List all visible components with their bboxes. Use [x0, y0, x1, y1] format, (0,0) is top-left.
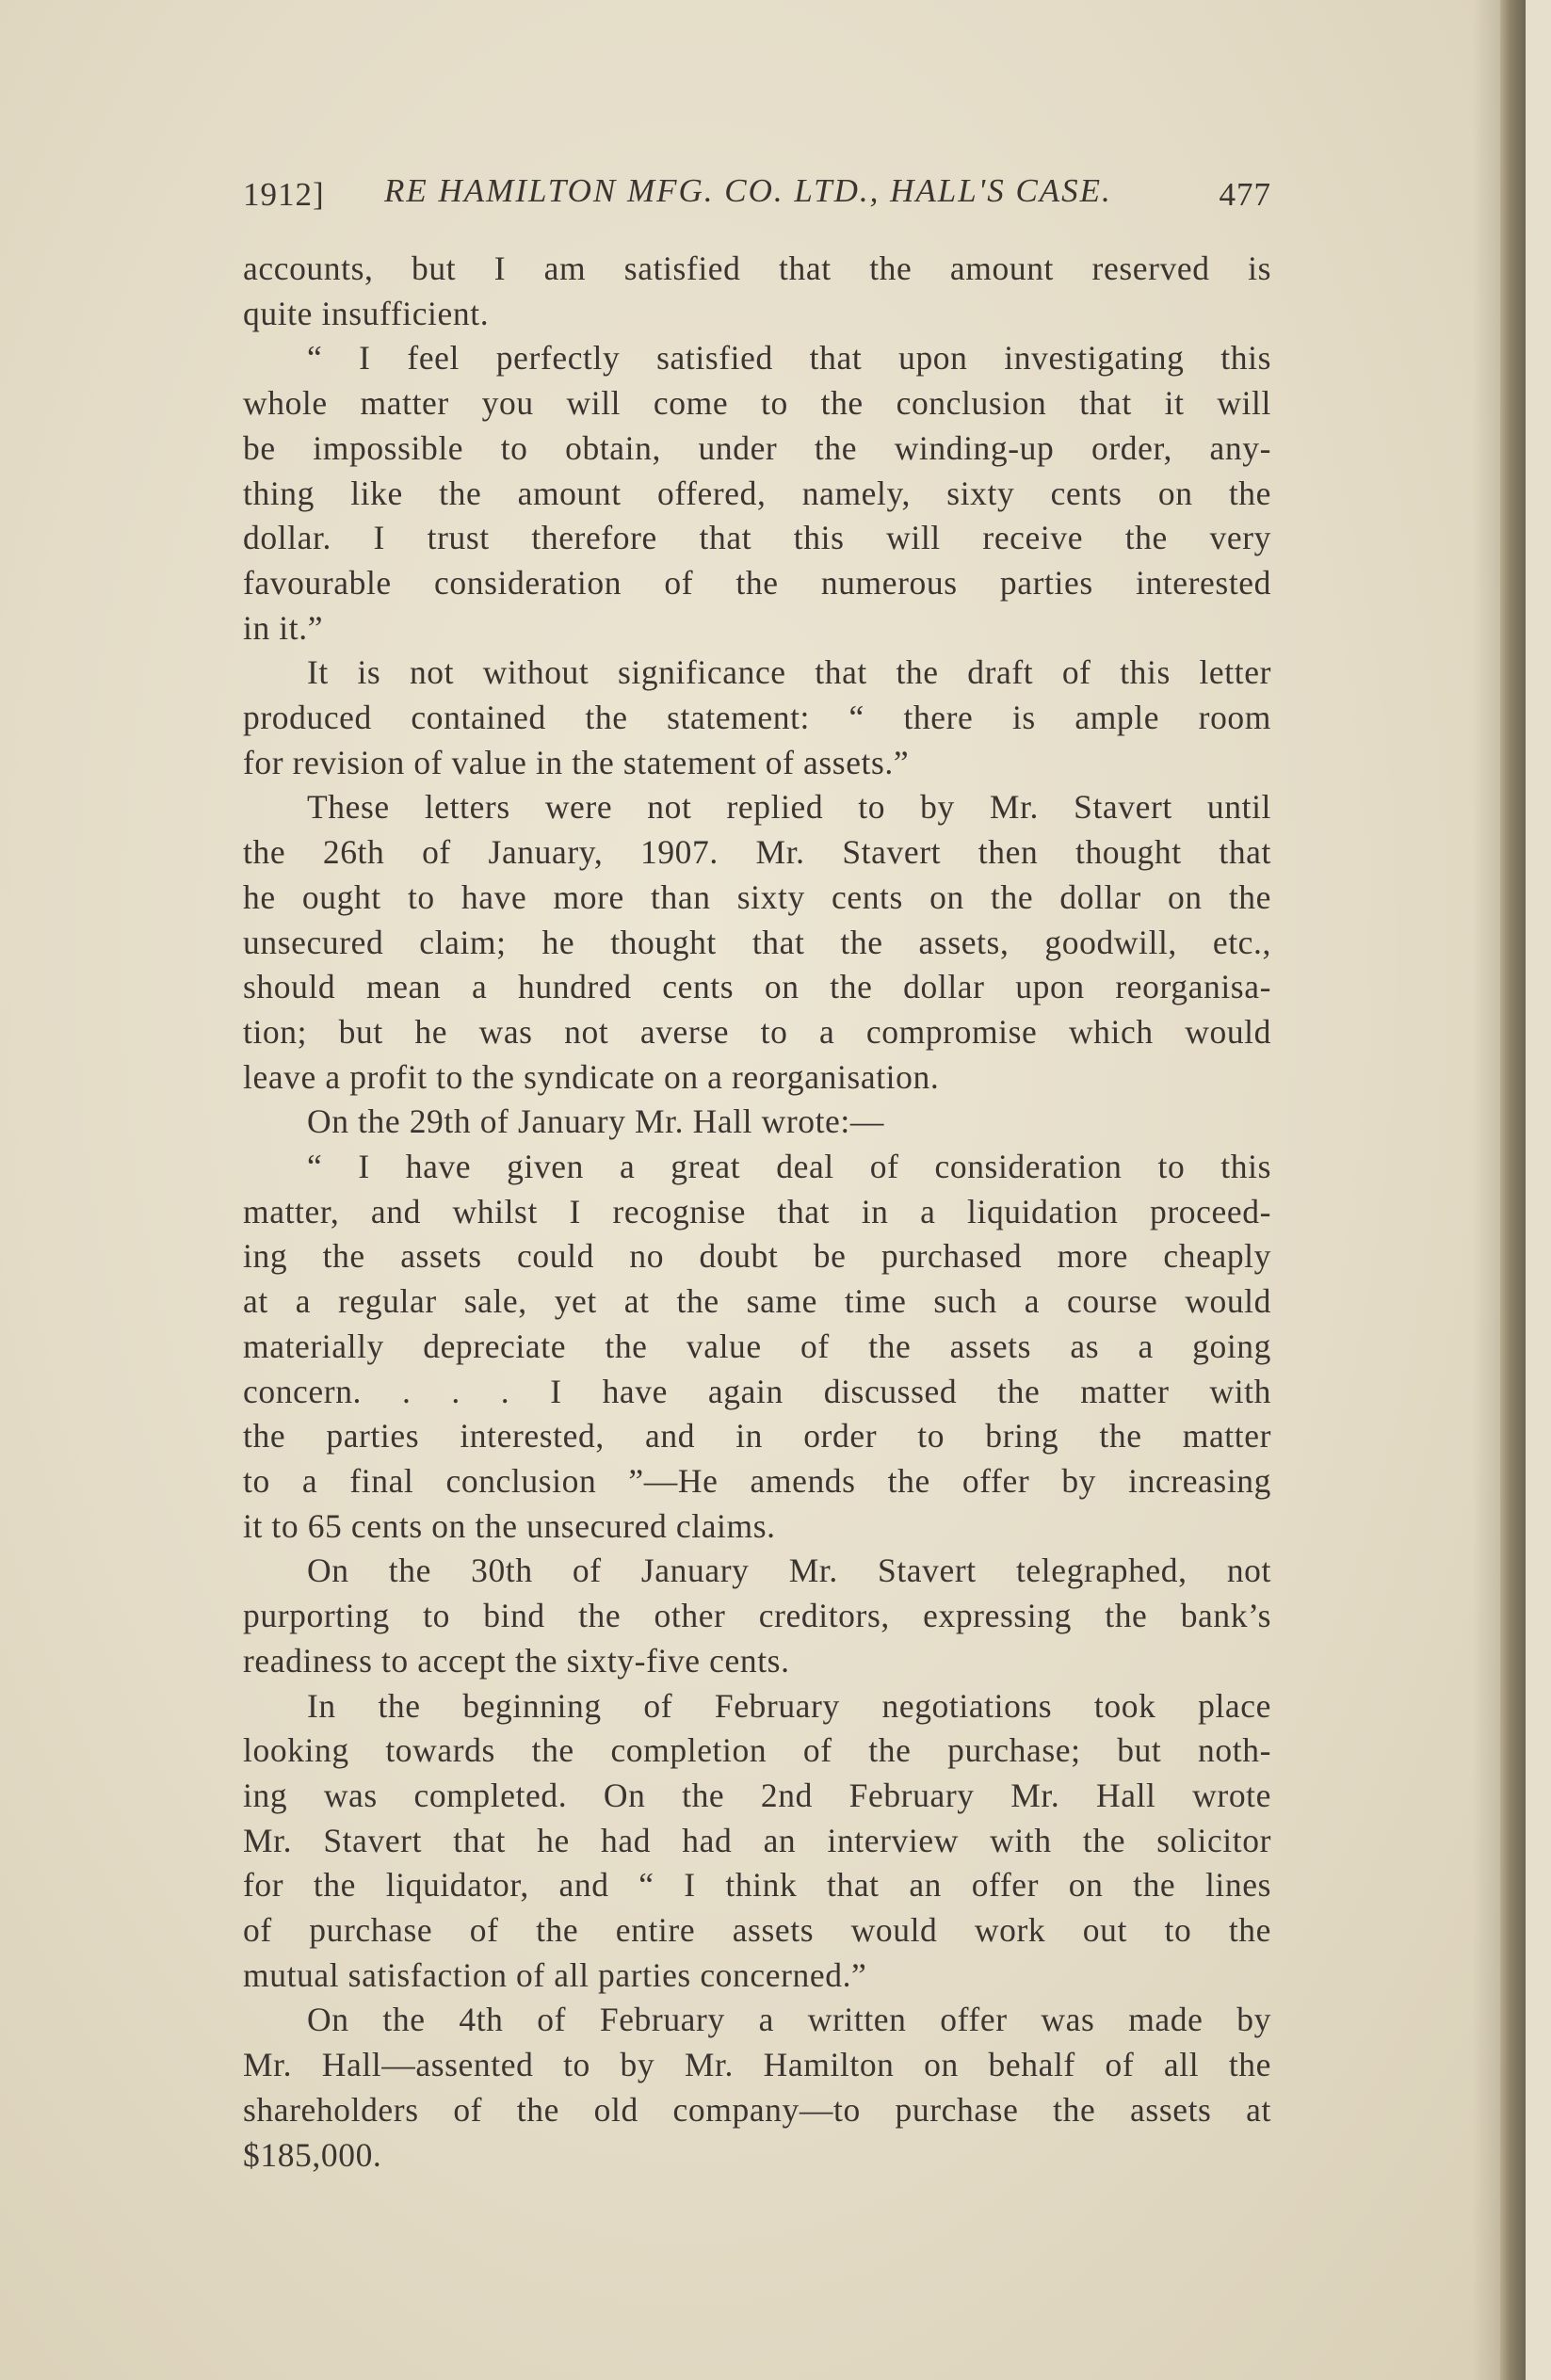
running-head-title: RE HAMILTON MFG. CO. LTD., HALL'S CASE.	[384, 172, 1112, 209]
text-line: $185,000.	[243, 2135, 382, 2174]
page-edge	[1500, 0, 1526, 2380]
text-line: accounts, but I am satisfied that the amount reserved is	[243, 249, 1271, 287]
text-line: looking towards the completion of the purchase; but noth-	[243, 1731, 1271, 1770]
paragraph	[243, 1549, 1271, 1683]
text-line: On the 29th of January Mr. Hall wrote:—	[307, 1102, 884, 1141]
paragraph	[243, 336, 1271, 651]
text-line: dollar. I trust therefore that this will receive the very	[243, 519, 1271, 557]
text-line: mutual satisfaction of all parties concerned.”	[243, 1955, 867, 1994]
text-line: of purchase of the entire assets would work out to the	[243, 1911, 1271, 1950]
text-line: the parties interested, and in order to bring the matter	[243, 1417, 1271, 1455]
text-line: On the 4th of February a written offer was made by	[307, 2001, 1271, 2039]
text-line: tion; but he was not averse to a compromise which would	[243, 1012, 1271, 1051]
text-line: produced contained the statement: “ there is ample room	[243, 699, 1271, 737]
text-line: it to 65 cents on the unsecured claims.	[243, 1506, 776, 1545]
text-line: leave a profit to the syndicate on a reorganisation.	[243, 1057, 940, 1096]
page-number: 477	[1219, 176, 1271, 213]
text-line: should mean a hundred cents on the dollar upon reorganisa-	[243, 968, 1271, 1006]
text-line: quite insufficient.	[243, 294, 490, 332]
text-line: shareholders of the old company—to purchase the assets at	[243, 2090, 1271, 2129]
text-line: favourable consideration of the numerous parties interested	[243, 563, 1271, 602]
text-line: whole matter you will come to the conclusion that it will	[243, 384, 1271, 423]
spine-shadow	[1472, 0, 1500, 2380]
text-line: purporting to bind the other creditors, expressing the bank’s	[243, 1597, 1271, 1635]
text-line: for revision of value in the statement of assets.”	[243, 743, 910, 781]
text-line: in it.”	[243, 608, 324, 647]
paragraph	[243, 651, 1271, 785]
text-line: It is not without significance that the draft of this letter	[307, 653, 1271, 692]
paragraph	[243, 1100, 1271, 1145]
paragraph	[243, 1684, 1271, 1999]
text-line: Mr. Hall—assented to by Mr. Hamilton on behalf of all the	[243, 2046, 1271, 2084]
paragraph	[243, 785, 1271, 1100]
text-line: In the beginning of February negotiations took place	[307, 1686, 1271, 1725]
text-line: “ I have given a great deal of consideration to this	[307, 1148, 1271, 1186]
text-line: ing the assets could no doubt be purchased more cheaply	[243, 1237, 1271, 1276]
text-line: Mr. Stavert that he had had an interview with the solicitor	[243, 1821, 1271, 1859]
body-text	[243, 247, 1271, 2178]
text-line: the 26th of January, 1907. Mr. Stavert then thought that	[243, 833, 1271, 872]
text-line: for the liquidator, and “ I think that an offer on the lines	[243, 1866, 1271, 1905]
text-line: at a regular sale, yet at the same time such a course would	[243, 1282, 1271, 1321]
text-line: he ought to have more than sixty cents on the dollar on the	[243, 877, 1271, 916]
text-line: concern. . . . I have again discussed the matter with	[243, 1372, 1271, 1410]
running-head	[243, 172, 1271, 219]
text-line: matter, and whilst I recognise that in a liquidation proceed-	[243, 1192, 1271, 1230]
text-line: unsecured claim; he thought that the assets, goodwill, etc.,	[243, 923, 1271, 961]
text-line: On the 30th of January Mr. Stavert telegraphed, not	[307, 1552, 1271, 1590]
paragraph	[243, 247, 1271, 336]
text-line: to a final conclusion ”—He amends the offer by increasing	[243, 1461, 1271, 1500]
text-line: ing was completed. On the 2nd February Mr. Hall wrote	[243, 1776, 1271, 1814]
text-line: These letters were not replied to by Mr. Stavert until	[307, 788, 1271, 827]
paragraph	[243, 1145, 1271, 1549]
text-line: “ I feel perfectly satisfied that upon investigating this	[307, 339, 1271, 378]
text-line: thing like the amount offered, namely, sixty cents on the	[243, 474, 1271, 512]
running-head-year: 1912]	[243, 176, 325, 213]
text-line: readiness to accept the sixty-five cents.	[243, 1641, 790, 1680]
paragraph	[243, 1998, 1271, 2178]
text-line: materially depreciate the value of the assets as a going	[243, 1327, 1271, 1365]
text-line: be impossible to obtain, under the winding-up order, any-	[243, 428, 1271, 467]
